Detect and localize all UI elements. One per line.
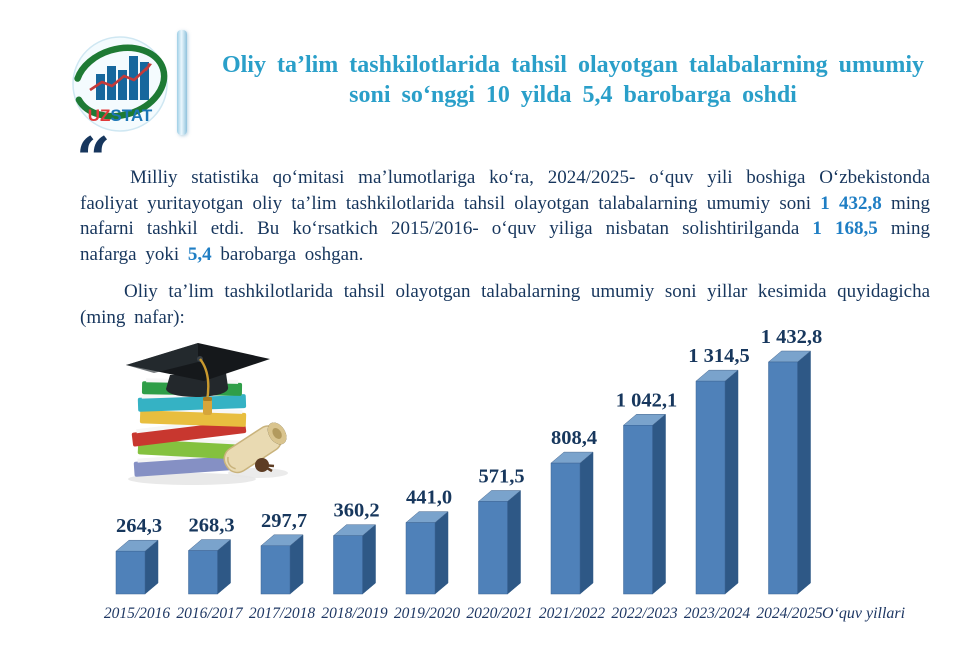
- bar-side-face: [435, 512, 448, 594]
- bar: [479, 501, 508, 594]
- bar: [261, 546, 290, 594]
- chart-lead-paragraph: Oliy ta’lim tashkilotlarida tahsil olayotgan talabalarning umumiy soni yillar kesimida quyidagicha (ming nafar):: [80, 281, 930, 328]
- bar: [624, 425, 653, 594]
- bar-side-face: [725, 370, 738, 594]
- quote-icon: “: [76, 125, 111, 195]
- bar-side-face: [798, 351, 811, 594]
- paragraph-text: ming nafarga yoki: [80, 218, 930, 265]
- bar-value-label: 441,0: [405, 486, 453, 509]
- x-tick-label: 2019/2020: [393, 605, 461, 622]
- page-title-line1: Oliy ta’lim tashkilotlarida tahsil olayotgan talabalarning umumiy: [221, 52, 925, 78]
- page-title: [202, 50, 944, 110]
- x-tick-label: 2022/2023: [611, 605, 678, 622]
- bar-side-face: [580, 452, 593, 594]
- x-tick-label: 2023/2024: [683, 605, 751, 622]
- bar-value-label: 297,7: [260, 509, 308, 532]
- paragraph-text: barobarga oshgan.: [211, 243, 364, 265]
- bar-value-label: 571,5: [478, 465, 525, 488]
- paragraph-text: ming nafarni tashkil etdi. Bu ko‘rsatkich 2015/2016- o‘quv yiliga nisbatan solishtirilganda: [80, 192, 931, 239]
- bar-value-label: 268,3: [188, 514, 235, 537]
- logo-wordmark: UZSTAT: [87, 106, 153, 125]
- bar: [551, 463, 580, 594]
- bar-side-face: [508, 490, 521, 594]
- bar: [406, 523, 435, 594]
- bar: [769, 362, 798, 594]
- uzstat-logo: [62, 32, 182, 138]
- x-tick-label: 2018/2019: [321, 605, 388, 622]
- bar-value-label: 1 432,8: [760, 328, 823, 348]
- paragraph-text: Milliy statistika qo‘mitasi ma’lumotlariga ko‘ra, 2024/2025- o‘quv yili boshiga O‘zbekistonda faoliyat yuritayotgan oliy ta’lim tashkilotlarida tahsil olayotgan talabalarning umumiy soni: [80, 167, 930, 214]
- bar-value-label: 360,2: [333, 499, 380, 522]
- bar-value-label: 1 042,1: [615, 389, 678, 412]
- x-tick-label: 2017/2018: [248, 605, 316, 622]
- bar: [189, 551, 218, 594]
- bar-value-label: 264,3: [115, 515, 163, 538]
- bar-side-face: [653, 414, 666, 594]
- bar: [116, 551, 145, 594]
- x-tick-label: 2015/2016: [103, 605, 171, 622]
- bar-value-label: 1 314,5: [688, 345, 750, 368]
- students-bar-chart: [50, 328, 940, 658]
- bar-value-label: 808,4: [550, 427, 598, 450]
- page-title-line2: soni so‘nggi 10 yilda 5,4 barobarga oshdi: [349, 82, 797, 108]
- x-tick-label: 2016/2017: [176, 605, 243, 622]
- highlighted-figure: 1 432,8: [820, 192, 882, 214]
- x-tick-label: 2024/2025: [756, 605, 823, 622]
- x-tick-label: 2021/2022: [538, 605, 606, 622]
- bar: [696, 381, 725, 594]
- intro-paragraph: [80, 165, 930, 267]
- highlighted-figure: 1 168,5: [812, 218, 878, 239]
- highlighted-figure: 5,4: [187, 243, 212, 265]
- x-axis-title: O‘quv yillari: [822, 605, 906, 622]
- header-divider: [177, 30, 187, 135]
- x-tick-label: 2020/2021: [466, 605, 533, 622]
- bar: [334, 536, 363, 594]
- bar-side-face: [363, 525, 376, 594]
